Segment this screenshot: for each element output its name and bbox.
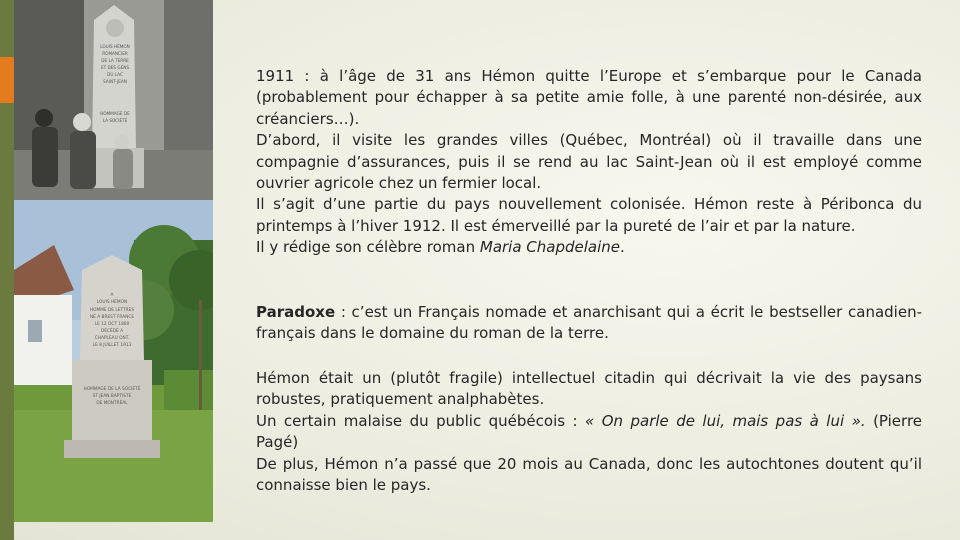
monument-line: NÉ A BREST FRANCE	[89, 315, 135, 320]
malaise-quote: « On parle de lui, mais pas à lui ».	[585, 411, 866, 430]
orange-accent-mark	[0, 57, 14, 103]
monument-line: LE 12 OCT 1880	[94, 322, 130, 327]
monument-top-line: ET DES GENS	[100, 65, 130, 70]
monument-line: HOMME DE LETTRES	[89, 308, 135, 313]
malaise-text: Un certain malaise du public québécois :	[256, 411, 586, 430]
monument-top-line: ROMANCIER	[102, 51, 128, 56]
novel-sentence: Il y rédige son célèbre roman	[256, 238, 480, 257]
biography-paragraphs	[256, 66, 922, 259]
paragraph-doubt: De plus, Hémon n’a passé que 20 mois au Canada, donc les autochtones doutent qu’il connaisse bien le pays.	[256, 454, 922, 495]
monument-line: A	[110, 293, 114, 298]
malaise-attribution: (Pierre Pagé)	[256, 411, 923, 452]
monument-top-line: HOMMAGE DE	[100, 111, 130, 116]
reception-paragraphs	[256, 368, 922, 496]
monument-top-line: LA SOCIÉTÉ	[102, 118, 128, 123]
monument-line: DÉCÉDÉ A	[100, 329, 124, 334]
monument-top-line: DU LAC	[107, 72, 123, 77]
paragraph-malaise	[256, 411, 922, 454]
monument-line: DE MONTRÉAL	[96, 401, 128, 406]
monument-line: HOMMAGE DE LA SOCIÉTÉ	[83, 387, 141, 392]
novel-title: Maria Chapdelaine	[479, 238, 621, 257]
monument-top-line: LOUIS HÉMON	[100, 44, 130, 49]
monument-color-photo	[14, 200, 213, 522]
paradoxe-paragraph	[256, 302, 922, 345]
monument-top-line: SAINT-JEAN	[103, 79, 127, 84]
monument-top-line: DE LA TERRE	[101, 58, 129, 63]
paragraph-novel	[256, 237, 922, 258]
novel-period: .	[620, 238, 625, 257]
monument-line: LE 8 JUILLET 1913	[92, 343, 132, 348]
paragraph-periboncka: Il s’agit d’une partie du pays nouvellement colonisée. Hémon reste à Péribonca du printemps à l’hiver 1912. Il est émerveillé par la pureté de l’air et par la nature.	[256, 195, 922, 235]
paragraph-1911: 1911 : à l’âge de 31 ans Hémon quitte l’Europe et s’embarque pour le Canada (probablement pour échapper à sa petite amie folle, à une parenté non-désirée, aux créanciers…).	[256, 67, 922, 128]
paradoxe-text: : c’est un Français nomade et anarchisant qui a écrit le bestseller canadien-français dans le domaine du roman de la terre.	[256, 303, 922, 343]
historical-monument-photo	[14, 0, 213, 200]
paragraph-visit: D’abord, il visite les grandes villes (Québec, Montréal) où il travaille dans une compagnie d’assurances, puis il se rend au lac Saint-Jean où il est employé comme ouvrier agricole chez un fermier local.	[256, 131, 922, 193]
monument-line: LOUIS HÉMON	[96, 300, 128, 305]
monument-line: CHAPLEAU ONT.	[94, 336, 130, 341]
paragraph-intellectual: Hémon était un (plutôt fragile) intellectuel citadin qui décrivait la vie des paysans robustes, pratiquement analphabètes.	[256, 369, 922, 409]
monument-line: ST JEAN BAPTISTE	[92, 394, 132, 399]
paradoxe-label: Paradoxe	[256, 303, 336, 321]
